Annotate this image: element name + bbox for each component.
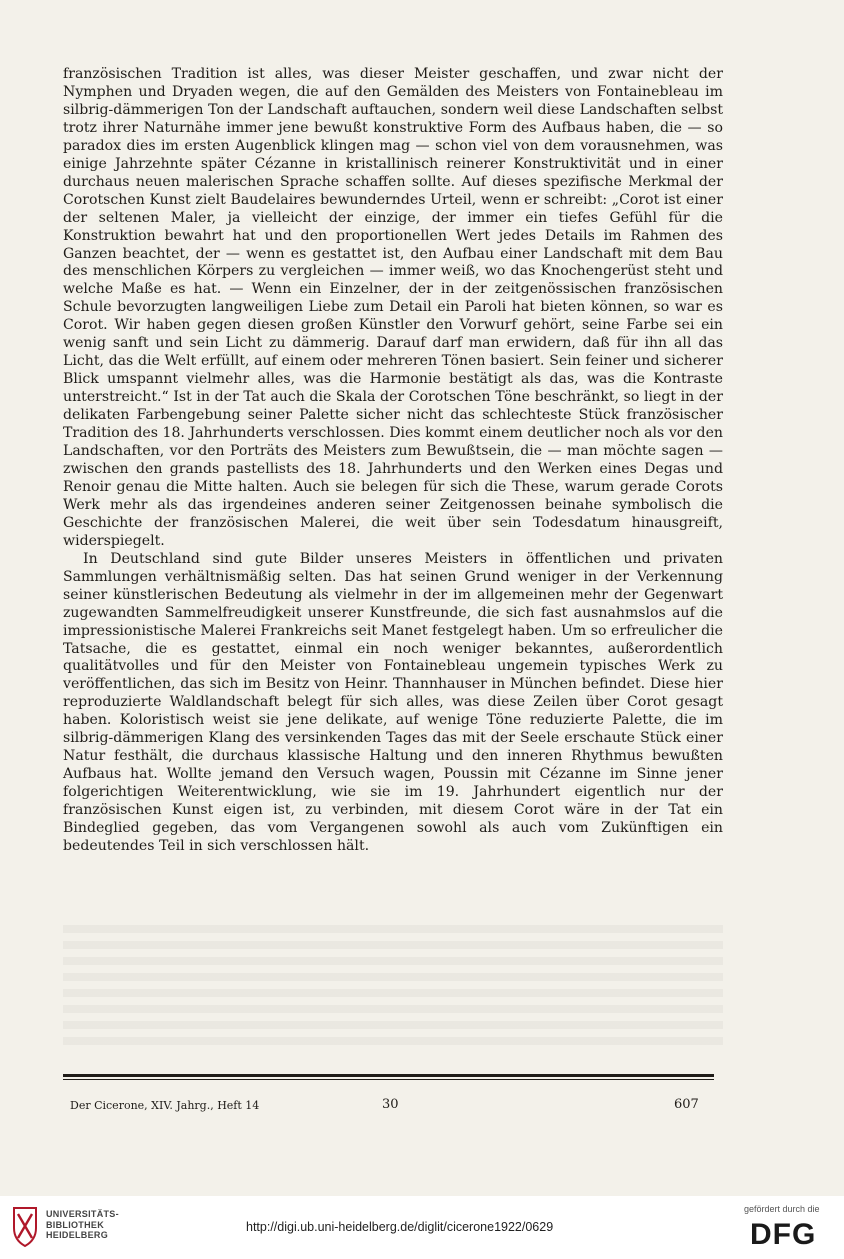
library-line-3: HEIDELBERG — [46, 1230, 109, 1240]
permalink-url[interactable]: http://digi.ub.uni-heidelberg.de/diglit/cicerone1922/0629 — [246, 1220, 554, 1234]
library-line-1: UNIVERSITÄTS- — [46, 1209, 119, 1219]
page-number-right: 607 — [674, 1097, 699, 1112]
body-text — [63, 66, 723, 856]
university-logo-icon[interactable] — [8, 1204, 42, 1248]
library-line-2: BIBLIOTHEK — [46, 1219, 104, 1230]
digitization-footer — [0, 1196, 844, 1259]
paragraph-2: In Deutschland sind gute Bilder unseres Meisters in öffentlichen und privaten Sammlungen verhältnismäßig selten. Das hat seinen Grund weniger in der Verkennung seiner künstlerischen Bedeutung als vielmehr in der im allgemeinen mehr der Gegenwart zugewandten Sammelfreudigkeit unserer Kunstfreunde, die sich fast ausnahmslos auf die impressionistische Malerei Frankreichs seit Manet festgelegt haben. Um so erfreulicher die Tatsache, die es gestattet, einmal ein noch weniger bekanntes, außerordentlich qualitätvolles und für den Meister von Fontainebleau ungemein typisches Werk zu veröffentlichen, das sich im Besitz von Heinr. Thannhauser in München befindet. Diese hier reproduzierte Waldlandschaft belegt für sich alles, was diese Zeilen über Corot gesagt haben. Koloristisch weist sie jene delikate, auf wenige Töne reduzierte Palette, die im silbrig-dämmerigen Klang des versinkenden Tages das mit der Seele erschaute Stück einer Natur festhält, die durchaus klassische Haltung und den inneren Rhythmus bewußten Aufbaus hat. Wollte jemand den Versuch wagen, Poussin mit Cézanne im Sinne jener folgerichtigen Weiterentwicklung, wie sie im 19. Jahrhundert eigentlich nur der französischen Kunst eigen ist, zu verbinden, mit diesem Corot wäre in der Tat ein Bindeglied gegeben, das vom Vergangenen sowohl als auch vom Zukünftigen ein bedeutendes Teil in sich verschlossen hält. — [63, 550, 723, 854]
dfg-logo[interactable]: DFG — [750, 1218, 817, 1251]
footer-rule-thick — [63, 1074, 714, 1077]
paragraph-1: französischen Tradition ist alles, was dieser Meister geschaffen, und zwar nicht der Nymphen und Dryaden wegen, die auf den Gemälden des Meisters von Fontainebleau im silbrig-dämmerigen Ton der Landschaft auftauchen, sondern weil diese Landschaften selbst trotz ihrer Naturnähe immer jene bewußt konstruktive Form des Aufbaus haben, die — so paradox dies im ersten Augenblick klingen mag — schon viel von dem vorausnehmen, was einige Jahrzehnte später Cézanne in kristallinisch reinerer Konstruktivität und in einer durchaus neuen malerischen Sprache schaffen sollte. Auf dieses spezifische Merkmal der Corotschen Kunst zielt Baudelaires bewunderndes Urteil, wenn er schreibt: „Corot ist einer der seltenen Maler, ja vielleicht der einzige, der immer ein tiefes Gefühl für die Konstruktion bewahrt hat und den proportionellen Wert jedes Details im Rahmen des Ganzen beachtet, der — wenn es gestattet ist, den Aufbau einer Landschaft mit dem Bau des menschlichen Körpers zu vergleichen — immer weiß, wo das Knochengerüst steht und welche Maße es hat. — Wenn ein Einzelner, der in der zeitgenössischen französischen Schule bevorzugten langweiligen Liebe zum Detail ein Paroli hat bieten können, so war es Corot. Wir haben gegen diesen großen Künstler den Vorwurf gehört, seine Farbe sei ein wenig sanft und sein Licht zu dämmerig. Darauf darf man erwidern, daß für ihn all das Licht, das die Welt erfüllt, auf einem oder mehreren Tönen basiert. Sein feiner und sicherer Blick umspannt vielmehr alles, was die Harmonie bestätigt als das, was die Kontraste unterstreicht.“ Ist in der Tat auch die Skala der Corotschen Töne beschränkt, so liegt in der delikaten Farbengebung seiner Palette sicher nicht das schlechteste Stück französischer Tradition des 18. Jahrhunderts verschlossen. Dies kommt einem deutlicher noch als vor den Landschaften, vor den Porträts des Meisters zum Bewußtsein, die — man möchte sagen — zwischen den grands pastellists des 18. Jahrhunderts und den Werken eines Degas und Renoir genau die Mitte halten. Auch sie belegen für sich die These, warum gerade Corots Werk mehr als das irgendeines anderen seiner Zeitgenossen beinahe symbolisch die Geschichte der französischen Malerei, die weit über sein Todesdatum hinausgreift, widerspiegelt. — [63, 66, 723, 549]
show-through-area — [63, 925, 723, 1045]
page-number-center: 30 — [382, 1097, 399, 1112]
journal-reference: Der Cicerone, XIV. Jahrg., Heft 14 — [70, 1099, 260, 1112]
funding-note: gefördert durch die — [744, 1204, 820, 1214]
footer-rule-thin — [63, 1079, 714, 1080]
library-name[interactable] — [46, 1209, 119, 1241]
